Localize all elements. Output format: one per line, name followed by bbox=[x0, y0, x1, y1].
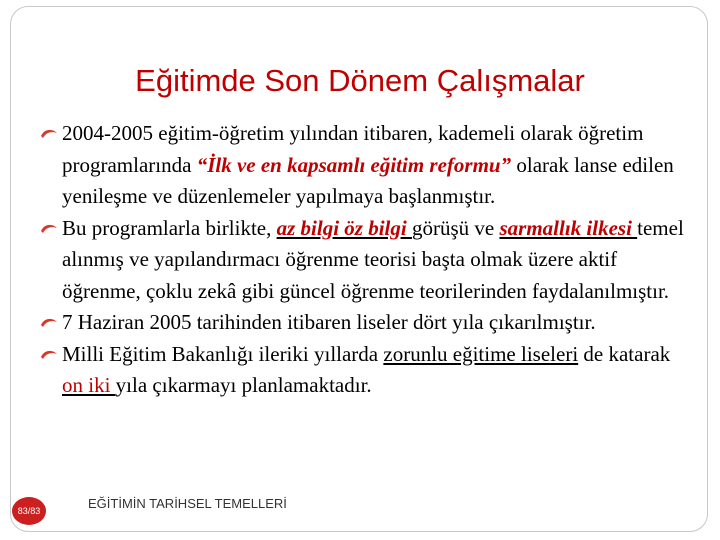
footer-text: EĞİTİMİN TARİHSEL TEMELLERİ bbox=[88, 496, 287, 511]
bullet-4-text-a: Milli Eğitim Bakanlığı ileriki yıllarda bbox=[62, 341, 384, 366]
bullet-3-text: 7 Haziran 2005 tarihinden itibaren liseler dört yıla çıkarılmıştır. bbox=[62, 310, 596, 334]
swirl-bullet-icon bbox=[40, 222, 58, 236]
bullet-item-4 bbox=[38, 339, 688, 402]
bullet-2-underline-a: az bilgi öz bilgi bbox=[276, 215, 412, 240]
swirl-bullet-icon bbox=[40, 316, 58, 330]
bullet-4-text-b: de katarak bbox=[578, 341, 671, 366]
bullet-item-2 bbox=[38, 213, 688, 308]
bullet-4-underline-a: zorunlu eğitime liseleri bbox=[383, 341, 579, 366]
swirl-bullet-icon bbox=[40, 348, 58, 362]
bullet-4-text-c: yıla çıkarmayı planlamaktadır. bbox=[115, 373, 372, 397]
bullet-1-text-a: 2004-2005 eğitim-öğretim yılından itibaren, kademeli olarak öğretim programlarında bbox=[62, 121, 644, 177]
swirl-bullet-icon bbox=[40, 127, 58, 141]
bullet-item-1 bbox=[38, 118, 688, 213]
slide-content bbox=[38, 118, 688, 402]
page-number-badge: 83/83 bbox=[12, 497, 46, 525]
bullet-2-underline-b: sarmallık ilkesi bbox=[499, 215, 638, 240]
bullet-item-3 bbox=[38, 307, 688, 339]
bullet-2-text-c: temel alınmış ve yapılandırmacı öğrenme teorisi başta olmak üzere aktif öğrenme, çoklu zekâ gibi güncel öğrenme teorilerinden faydalanılmıştır. bbox=[62, 215, 684, 303]
slide-title: Eğitimde Son Dönem Çalışmalar bbox=[135, 63, 585, 98]
bullet-2-text-b: görüşü ve bbox=[411, 215, 500, 240]
bullet-1-emphasis: “İlk ve en kapsamlı eğitim reformu” bbox=[196, 152, 512, 177]
bullet-4-underline-b: on iki bbox=[62, 373, 116, 397]
bullet-1-text-b: olarak lanse edilen yenileşme ve düzenlemeler yapılmaya başlanmıştır. bbox=[62, 152, 674, 208]
bullet-2-text-a: Bu programlarla birlikte, bbox=[62, 215, 277, 240]
